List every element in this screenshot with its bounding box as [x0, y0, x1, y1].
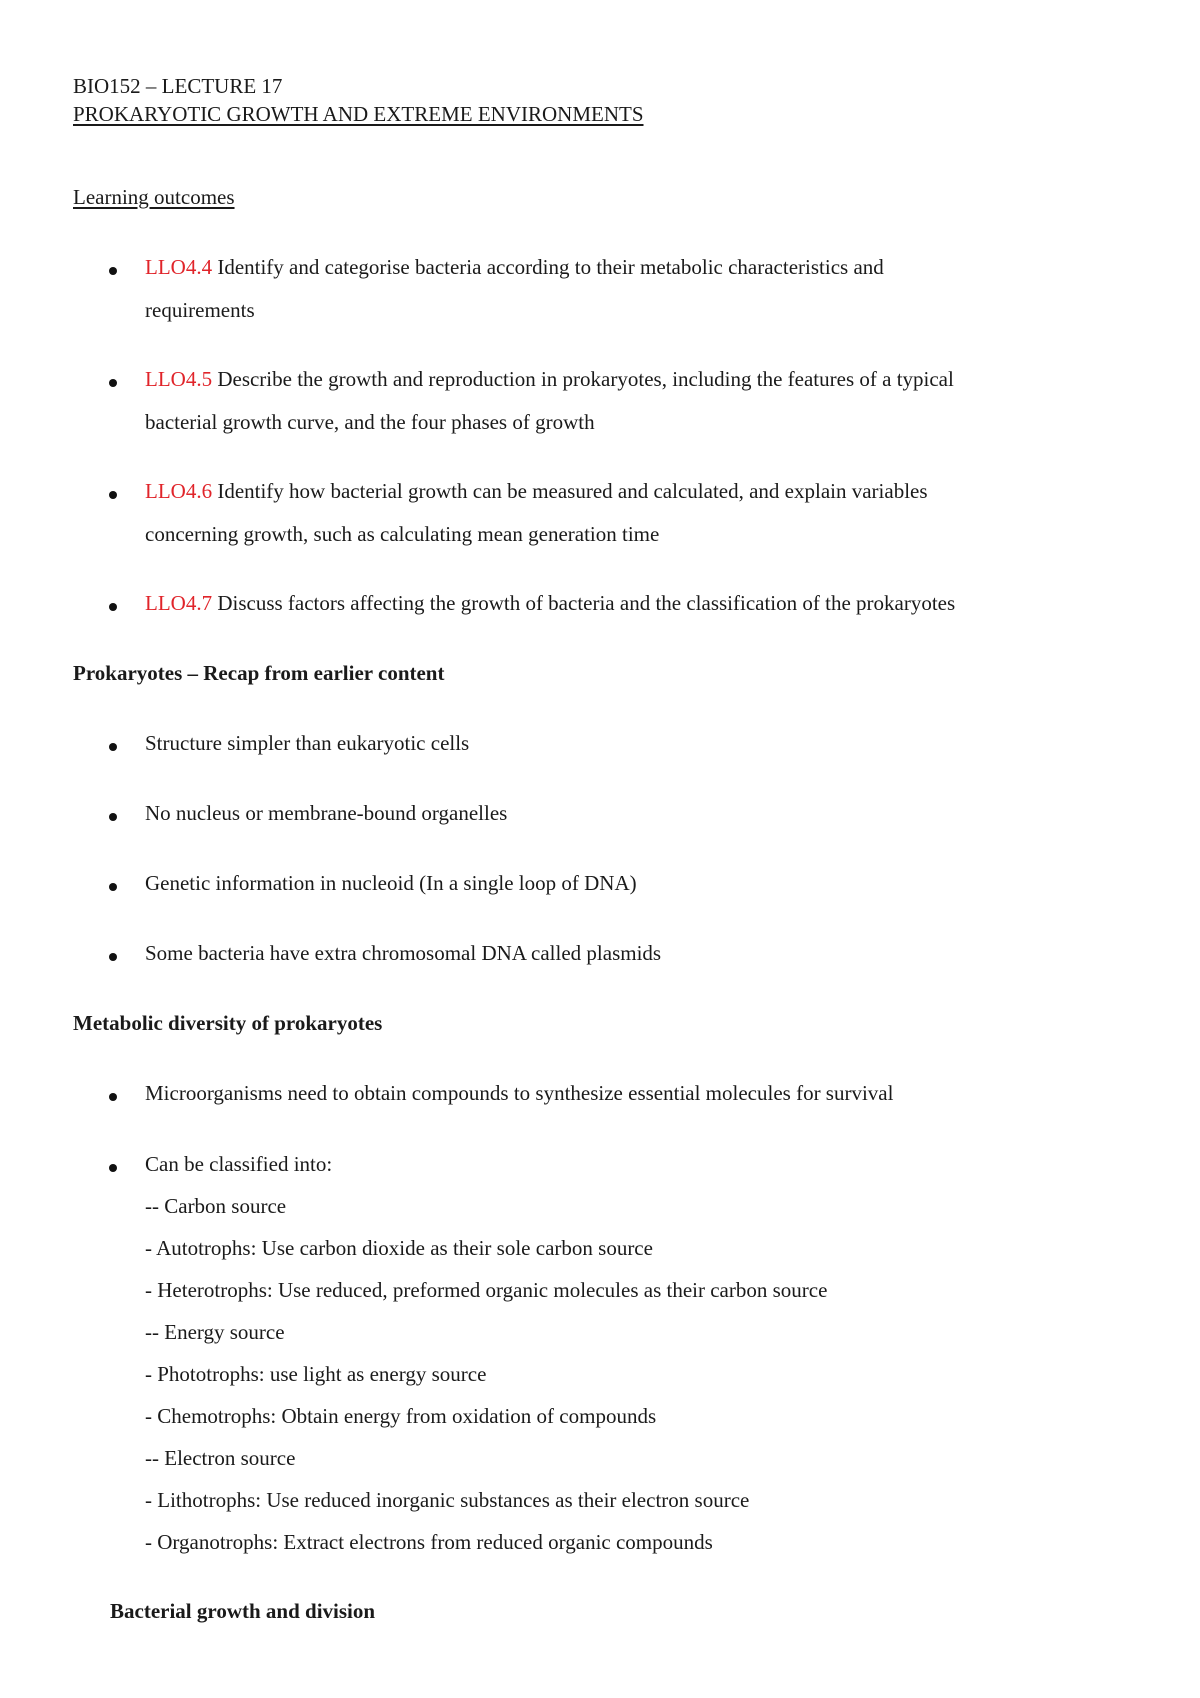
- learning-outcome-item: [145, 590, 955, 616]
- bullet-icon: [109, 603, 117, 611]
- outcome-code: LLO4.6: [145, 479, 213, 503]
- recap-item: Structure simpler than eukaryotic cells: [145, 731, 470, 755]
- outcome-code: LLO4.5: [145, 367, 213, 391]
- recap-heading: Prokaryotes – Recap from earlier content: [73, 661, 445, 685]
- bullet-icon: [109, 1093, 117, 1101]
- lecture-title: PROKARYOTIC GROWTH AND EXTREME ENVIRONMENTS: [73, 102, 644, 126]
- metabolic-item: Can be classified into:: [145, 1152, 333, 1176]
- learning-outcome-item: [145, 478, 928, 504]
- metabolic-item: Microorganisms need to obtain compounds to synthesize essential molecules for survival: [145, 1081, 894, 1105]
- recap-item: Genetic information in nucleoid (In a single loop of DNA): [145, 871, 637, 895]
- bullet-icon: [109, 813, 117, 821]
- outcome-text: Discuss factors affecting the growth of bacteria and the classification of the prokaryotes: [212, 591, 956, 615]
- classification-line: -- Energy source: [145, 1320, 285, 1344]
- recap-item: Some bacteria have extra chromosomal DNA called plasmids: [145, 941, 662, 965]
- outcome-code: LLO4.4: [145, 255, 213, 279]
- classification-line: - Heterotrophs: Use reduced, preformed organic molecules as their carbon source: [145, 1278, 828, 1302]
- classification-line: - Organotrophs: Extract electrons from reduced organic compounds: [145, 1530, 713, 1554]
- outcome-text-continued: concerning growth, such as calculating mean generation time: [145, 522, 660, 546]
- classification-line: - Chemotrophs: Obtain energy from oxidation of compounds: [145, 1404, 657, 1428]
- classification-line: - Phototrophs: use light as energy source: [145, 1362, 487, 1386]
- bullet-icon: [109, 883, 117, 891]
- bullet-icon: [109, 491, 117, 499]
- bullet-icon: [109, 379, 117, 387]
- course-code: BIO152 – LECTURE 17: [73, 74, 283, 98]
- learning-outcome-item: [145, 366, 954, 392]
- classification-line: -- Electron source: [145, 1446, 296, 1470]
- outcome-text: Describe the growth and reproduction in prokaryotes, including the features of a typical: [212, 367, 954, 391]
- metabolic-heading: Metabolic diversity of prokaryotes: [73, 1011, 383, 1035]
- bullet-icon: [109, 1164, 117, 1172]
- outcome-text-continued: bacterial growth curve, and the four phases of growth: [145, 410, 595, 434]
- bullet-icon: [109, 267, 117, 275]
- classification-line: - Autotrophs: Use carbon dioxide as their sole carbon source: [145, 1236, 653, 1260]
- classification-line: - Lithotrophs: Use reduced inorganic substances as their electron source: [145, 1488, 750, 1512]
- learning-outcomes-heading: Learning outcomes: [73, 185, 235, 209]
- growth-heading: Bacterial growth and division: [110, 1599, 376, 1623]
- outcome-text-continued: requirements: [145, 298, 255, 322]
- outcome-code: LLO4.7: [145, 591, 213, 615]
- recap-item: No nucleus or membrane-bound organelles: [145, 801, 508, 825]
- outcome-text: Identify and categorise bacteria according to their metabolic characteristics and: [212, 255, 884, 279]
- learning-outcome-item: [145, 254, 884, 280]
- classification-line: -- Carbon source: [145, 1194, 287, 1218]
- bullet-icon: [109, 953, 117, 961]
- bullet-icon: [109, 743, 117, 751]
- outcome-text: Identify how bacterial growth can be measured and calculated, and explain variables: [212, 479, 928, 503]
